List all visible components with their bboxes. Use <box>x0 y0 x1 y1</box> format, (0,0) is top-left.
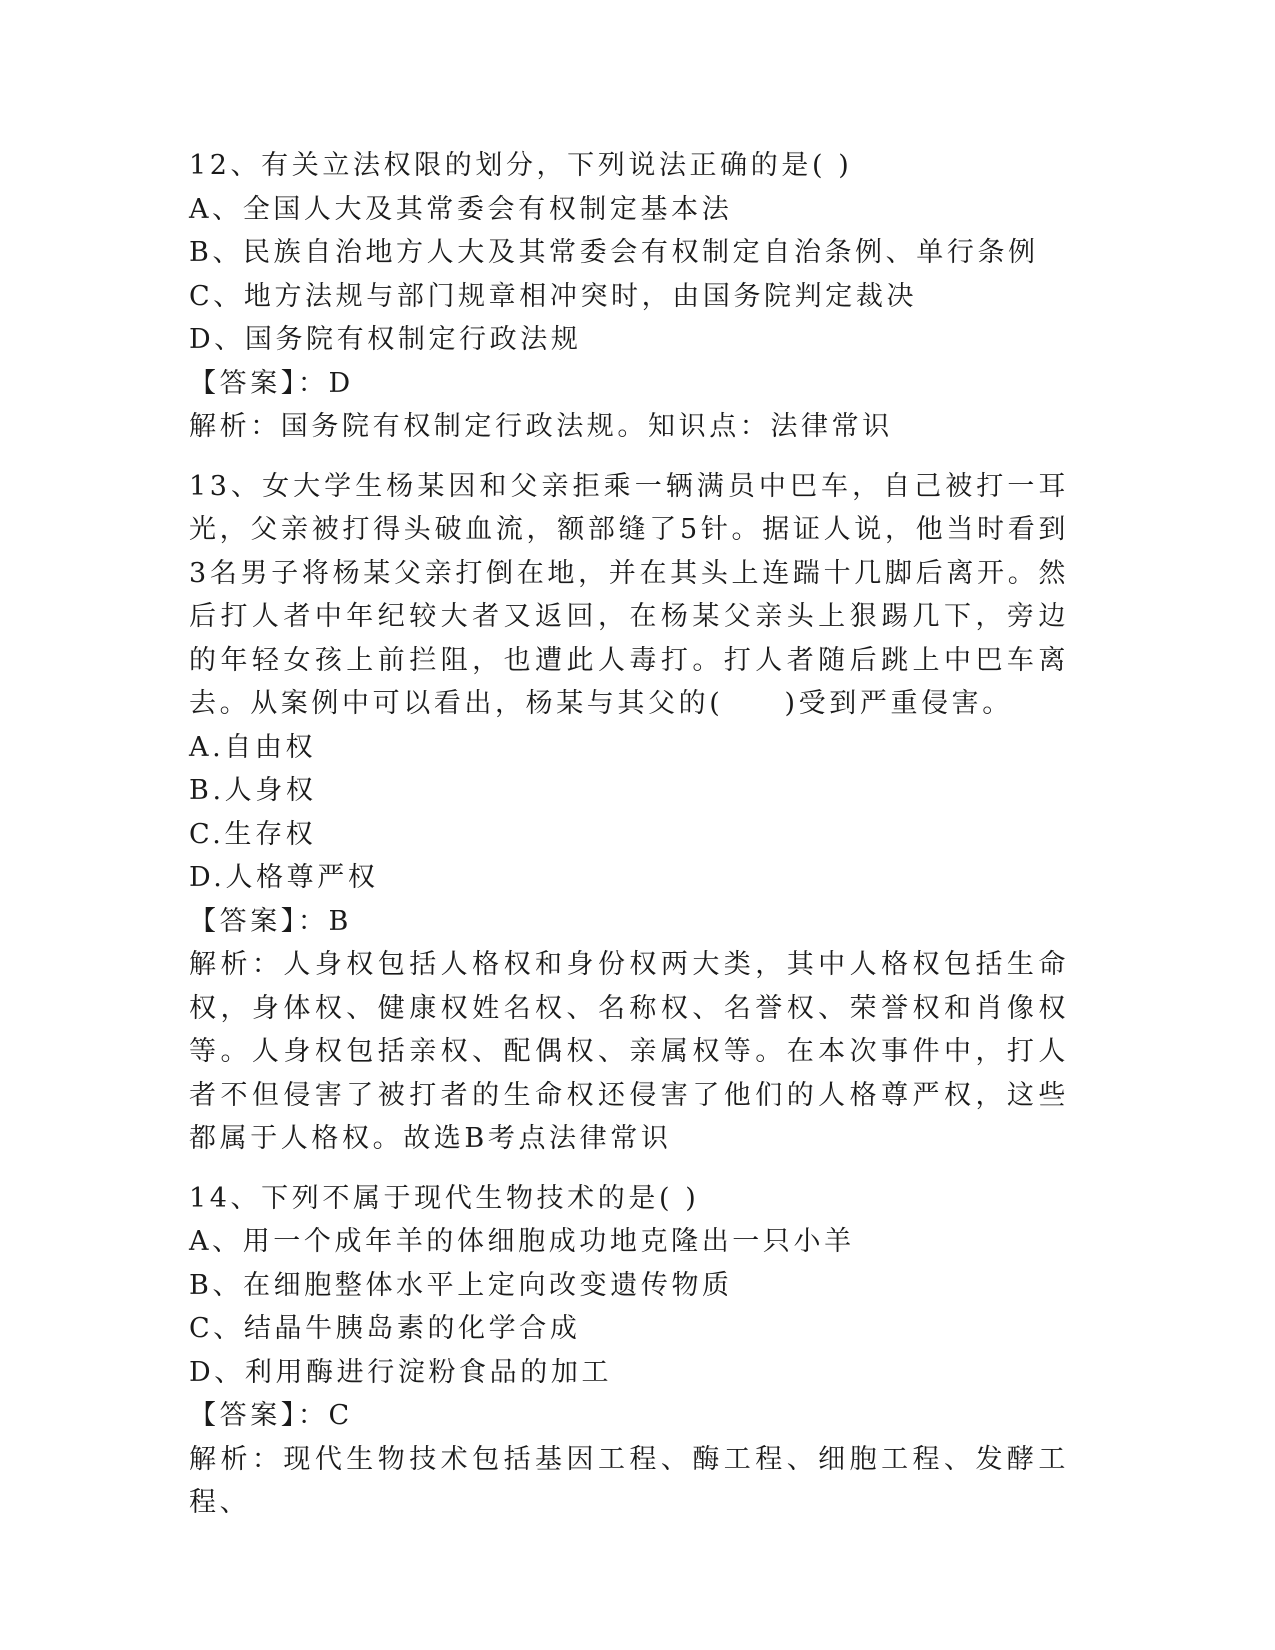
option-b: B.人身权 <box>189 775 317 806</box>
question-spacer <box>189 1161 1069 1177</box>
question-stem: 13、女大学生杨某因和父亲拒乘一辆满员中巴车，自己被打一耳光，父亲被打得头破血流，额部缝了5针。据证人说，他当时看到3名男子将杨某父亲打倒在地，并在其头上连踹十几脚后离开。然后打人者中年纪较大者又返回，在杨某父亲头上狠踢几下，旁边的年轻女孩上前拦阻，也遭此人毒打。打人者随后跳上中巴车离去。从案例中可以看出，杨某与其父的( )受到严重侵害。 <box>189 470 1069 719</box>
document-content <box>189 144 1069 1525</box>
question-14 <box>189 1177 1069 1525</box>
question-13 <box>189 465 1069 1161</box>
question-stem: 12、有关立法权限的划分，下列说法正确的是( ) <box>189 150 853 181</box>
option-d: D.人格尊严权 <box>189 862 379 893</box>
option-c: C.生存权 <box>189 818 317 850</box>
answer-line: 【答案】：C <box>189 1400 353 1431</box>
option-d: D、利用酶进行淀粉食品的加工 <box>189 1356 613 1388</box>
question-stem: 14、下列不属于现代生物技术的是( ) <box>189 1182 700 1214</box>
option-a: A.自由权 <box>189 731 317 763</box>
analysis-text: 解析：人身权包括人格权和身份权两大类，其中人格权包括生命权，身体权、健康权姓名权、名称权、名誉权、荣誉权和肖像权等。人身权包括亲权、配偶权、亲属权等。在本次事件中，打人者不但侵害了被打者的生命权还侵害了他们的人格尊严权，这些都属于人格权。故选B考点法律常识 <box>189 949 1069 1154</box>
analysis-text: 解析：现代生物技术包括基因工程、酶工程、细胞工程、发酵工程、 <box>189 1443 1069 1518</box>
option-a: A、全国人大及其常委会有权制定基本法 <box>189 193 733 225</box>
option-c: C、地方法规与部门规章相冲突时，由国务院判定裁决 <box>189 280 918 312</box>
analysis-text: 解析：国务院有权制定行政法规。知识点：法律常识 <box>189 411 893 442</box>
option-a: A、用一个成年羊的体细胞成功地克隆出一只小羊 <box>189 1226 855 1257</box>
answer-line: 【答案】：B <box>189 905 352 937</box>
option-b: B、在细胞整体水平上定向改变遗传物质 <box>189 1269 733 1301</box>
option-b: B、民族自治地方人大及其常委会有权制定自治条例、单行条例 <box>189 237 1039 268</box>
option-c: C、结晶牛胰岛素的化学合成 <box>189 1313 581 1344</box>
question-12 <box>189 144 1069 449</box>
option-d: D、国务院有权制定行政法规 <box>189 324 582 355</box>
question-spacer <box>189 449 1069 465</box>
answer-line: 【答案】：D <box>189 367 354 399</box>
